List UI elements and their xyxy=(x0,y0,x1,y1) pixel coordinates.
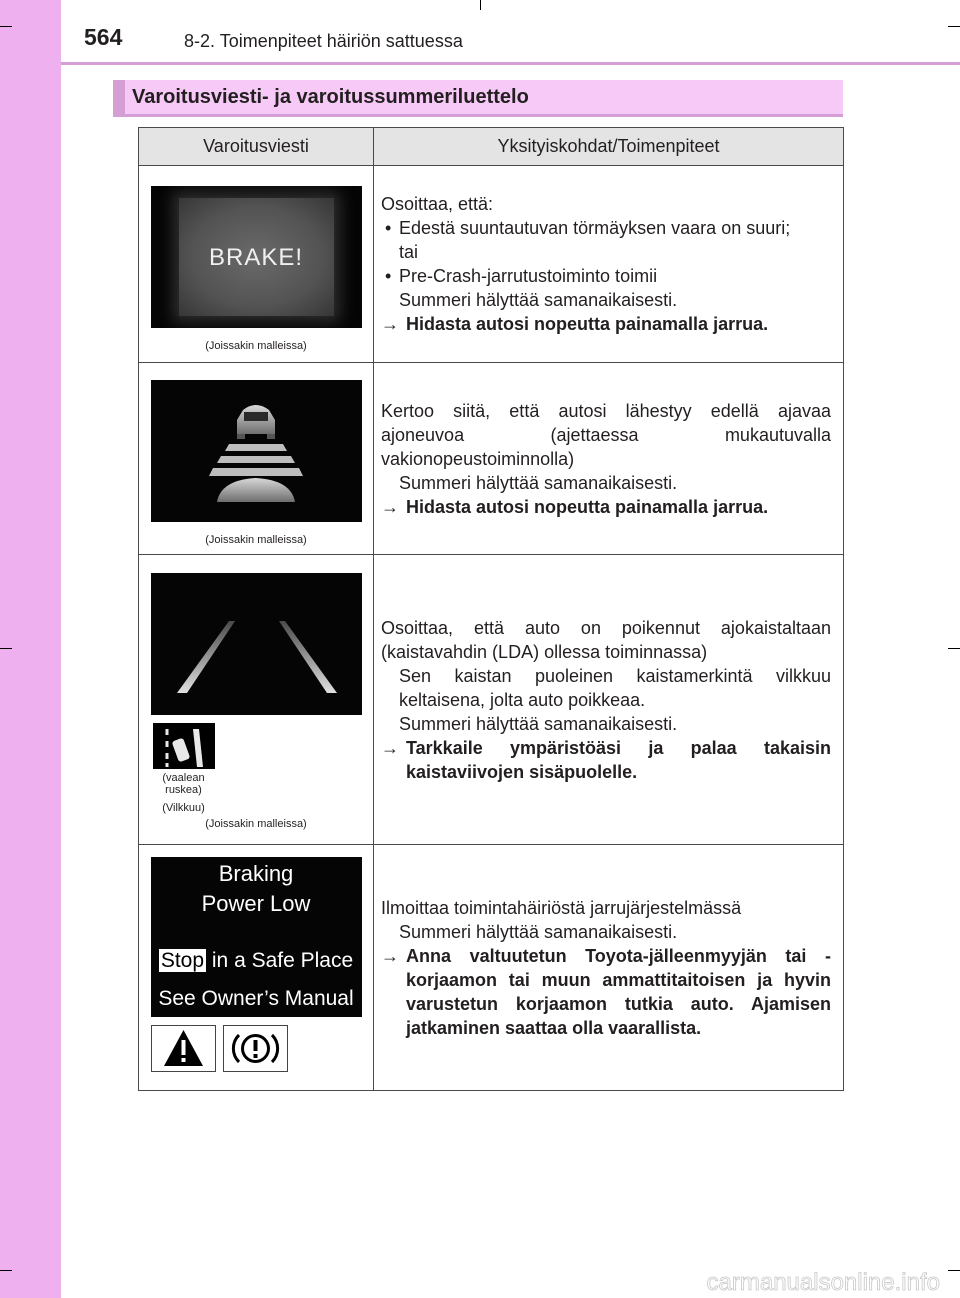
chapter-title: 8-2. Toimenpiteet häiriön sattuessa xyxy=(184,31,463,51)
stop-highlight: Stop xyxy=(160,949,205,972)
display-line: in a Safe Place xyxy=(211,949,354,972)
crop-mark xyxy=(948,26,960,27)
warning-image-cell xyxy=(139,555,374,845)
section-heading xyxy=(113,80,843,117)
table-row xyxy=(139,166,844,363)
details-cell xyxy=(374,166,844,363)
detail-text: Summeri hälyttää samanaikaisesti. xyxy=(399,921,678,942)
svg-text:carmanualsonline.info: carmanualsonline.info xyxy=(706,1269,940,1296)
crop-mark xyxy=(0,1270,12,1271)
detail-text: Osoittaa, että auto on poikennut ajokaistaltaan (kaistavahdin (LDA) ollessa toiminnassa) xyxy=(381,617,831,662)
lane-departure-icon xyxy=(153,723,215,769)
column-header-message: Varoitusviesti xyxy=(139,128,374,166)
table-row xyxy=(139,363,844,555)
crop-mark xyxy=(0,26,12,27)
distance-bars-icon xyxy=(209,444,303,476)
display-line: Braking xyxy=(218,861,294,886)
detail-text: tai xyxy=(399,242,419,262)
column-header-details: Yksityiskohdat/Toimenpiteet xyxy=(374,128,844,166)
detail-text: Summeri hälyttää samanaikaisesti. xyxy=(399,472,678,493)
detail-text: Osoittaa, että: xyxy=(381,194,494,214)
table-row xyxy=(139,555,844,845)
bullet-glyph: • xyxy=(385,218,392,238)
action-instruction xyxy=(381,495,831,519)
display-line: Power Low xyxy=(201,891,311,916)
lane-lines-icon xyxy=(151,573,362,715)
page-number: 564 xyxy=(84,24,123,50)
bullet-text: Edestä suuntautuvan törmäyksen vaara on suuri; xyxy=(399,218,791,238)
detail-text: Sen kaistan puoleinen kaistamerkintä vilkkuu keltaisena, jolta auto poikkeaa. xyxy=(399,665,831,710)
action-text: Hidasta autosi nopeutta painamalla jarrua. xyxy=(406,496,769,517)
bullet-text: Pre-Crash-jarrutustoiminto toimii xyxy=(399,266,658,286)
crop-mark xyxy=(0,648,12,649)
warning-image-cell xyxy=(139,845,374,1091)
indicator-color-line: ruskea) xyxy=(165,784,202,796)
detail-text: Ilmoittaa toimintahäiriöstä jarrujärjestelmässä xyxy=(381,897,742,918)
bullet-item xyxy=(381,264,831,288)
model-caption: (Joissakin malleissa) xyxy=(205,533,307,546)
action-instruction xyxy=(381,312,831,336)
brake-warning-display xyxy=(151,186,362,328)
detail-text: Summeri hälyttää samanaikaisesti. xyxy=(399,713,678,734)
table-header-row xyxy=(139,128,844,166)
arrow-icon: → xyxy=(381,496,399,517)
arrow-icon: → xyxy=(381,737,399,758)
header-divider xyxy=(61,62,960,65)
bullet-glyph: • xyxy=(385,266,392,286)
stop-line xyxy=(151,949,362,973)
lda-indicator xyxy=(151,723,217,814)
model-caption: (Joissakin malleissa) xyxy=(205,340,307,352)
detail-text: Summeri hälyttää samanaikaisesti. xyxy=(399,290,678,310)
indicator-color-line: (vaalean xyxy=(162,772,205,784)
arrow-icon: → xyxy=(381,314,399,334)
braking-power-display xyxy=(151,857,362,1017)
warning-triangle-icon xyxy=(151,1025,216,1072)
heading-accent-bar xyxy=(113,80,125,117)
display-line: See Owner’s Manual xyxy=(158,987,354,1010)
lead-car-icon xyxy=(237,405,275,439)
detail-text: Kertoo siitä, että autosi lähestyy edellä ajavaa ajoneuvoa (ajettaessa mukautuvalla vakionopeustoiminnolla) xyxy=(381,400,831,469)
side-color-strip xyxy=(0,0,61,1298)
crop-mark xyxy=(948,1270,960,1271)
action-instruction xyxy=(381,736,831,784)
model-caption: (Joissakin malleissa) xyxy=(205,818,307,830)
warning-table xyxy=(138,127,844,1091)
own-car-icon xyxy=(217,478,295,502)
brake-warning-box xyxy=(179,198,334,316)
arrow-icon: → xyxy=(381,945,399,966)
approach-warning-display xyxy=(151,380,362,522)
warning-icons-group xyxy=(151,1025,362,1072)
indicator-state-label: (Vilkkuu) xyxy=(162,802,205,814)
table-row xyxy=(139,845,844,1091)
details-cell xyxy=(374,555,844,845)
action-instruction xyxy=(381,944,831,1040)
brake-system-icon xyxy=(223,1025,288,1072)
lda-indicator-group xyxy=(151,723,362,814)
action-text: Tarkkaile ympäristöäsi ja palaa takaisin kaistaviivojen sisäpuolelle. xyxy=(406,737,831,782)
warning-image-cell xyxy=(139,166,374,363)
crop-mark xyxy=(948,648,960,649)
brake-display-text: BRAKE! xyxy=(208,244,304,271)
details-cell xyxy=(374,845,844,1091)
action-text: Anna valtuutetun Toyota-jälleenmyyjän tai -korjaamon tai muun ammattitaitoisen ja hyvin varustetun korjaamon tutkia auto. Ajamisen jatkaminen saattaa olla vaarallista. xyxy=(406,945,831,1038)
crop-mark xyxy=(480,0,481,10)
lane-departure-display xyxy=(151,573,362,715)
section-heading-text: Varoitusviesti- ja varoitussummeriluettelo xyxy=(132,86,529,108)
action-text: Hidasta autosi nopeutta painamalla jarrua. xyxy=(406,314,769,334)
warning-image-cell xyxy=(139,363,374,555)
vehicle-approach-icon xyxy=(151,380,362,522)
bullet-item xyxy=(381,216,831,240)
indicator-color-label xyxy=(151,772,217,796)
details-cell xyxy=(374,363,844,555)
watermark-logo xyxy=(640,1268,940,1296)
